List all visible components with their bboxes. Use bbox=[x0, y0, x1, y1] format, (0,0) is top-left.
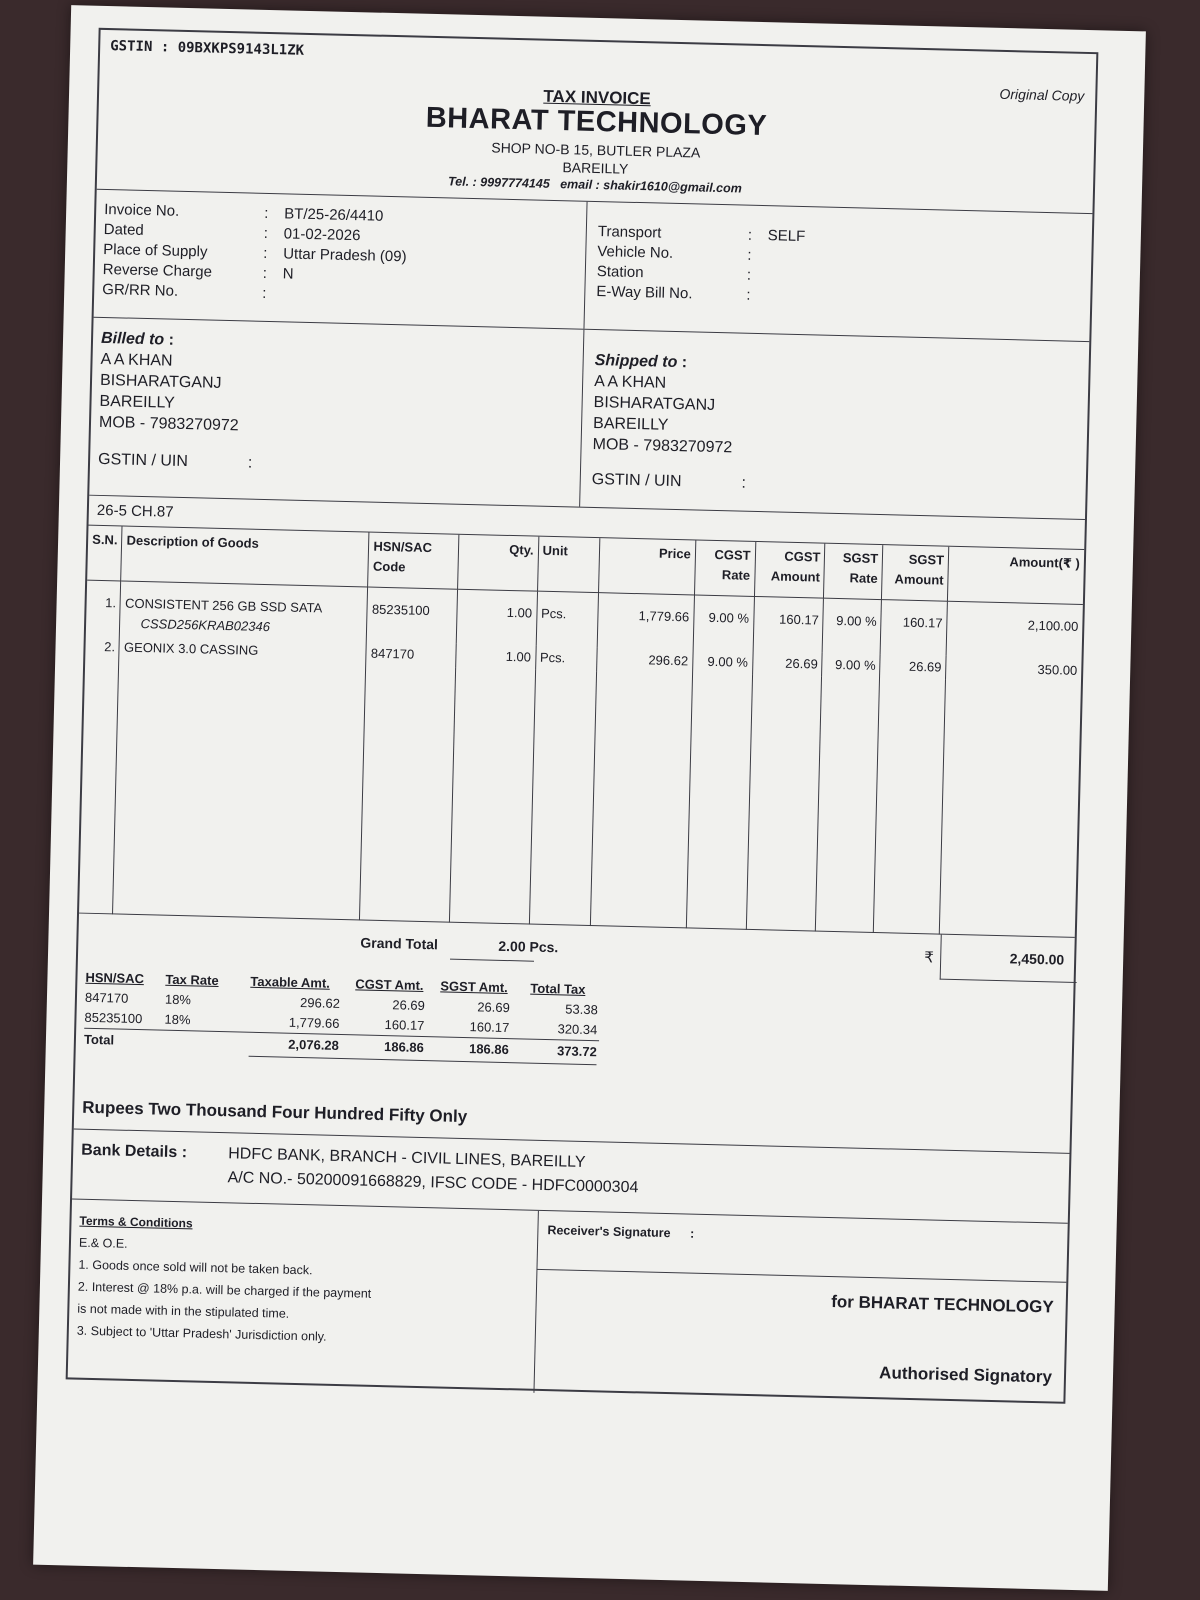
firm-address-line1: SHOP NO-B 15, BUTLER PLAZA bbox=[491, 139, 701, 161]
place-of-supply: Uttar Pradesh (09) bbox=[282, 245, 407, 266]
billed-to: Billed to : A A KHAN BISHARATGANJ BAREILLY MOB - 7983270972 GSTIN / UIN : bbox=[98, 328, 571, 481]
invoice-info-section bbox=[94, 190, 1093, 342]
currency-symbol: ₹ bbox=[923, 949, 934, 967]
party-section bbox=[89, 318, 1089, 520]
tax-summary-table: HSN/SAC Tax Rate Taxable Amt. CGST Amt. SGST Amt. Total Tax 847170 18% 296.62 26.69 26.69 53.38 85235100 18% 1,779.66 160.17 160.17 320.34 Total 2,076.28 186.86 186.86 373.72 bbox=[83, 970, 605, 1073]
copy-label: Original Copy bbox=[999, 85, 1085, 104]
firm-tel: Tel. : 9997774145 bbox=[447, 174, 550, 191]
item-description: GEONIX 3.0 CASSING bbox=[119, 635, 366, 665]
grand-total-label: Grand Total bbox=[360, 934, 439, 953]
terms-signature-row bbox=[68, 1199, 1068, 1405]
shipped-to: Shipped to : A A KHAN BISHARATGANJ BAREILLY MOB - 7983270972 GSTIN / UIN : bbox=[592, 350, 1065, 501]
shipped-to-name: A A KHAN bbox=[593, 372, 667, 392]
invoice-header bbox=[97, 30, 1097, 214]
invoice-frame bbox=[66, 28, 1099, 1404]
amount-in-words: Rupees Two Thousand Four Hundred Fifty Only bbox=[82, 1097, 468, 1127]
receiver-signature-label: Receiver's Signature : bbox=[547, 1223, 695, 1241]
doc-title: TAX INVOICE bbox=[543, 86, 652, 109]
invoice-number: BT/25-26/4410 bbox=[283, 205, 384, 225]
items-header-row: S.N. Description of Goods HSN/SAC Code Qty. Unit Price CGST Rate CGST Amount SGST Rate SGST Amount Amount(₹ ) bbox=[87, 526, 1084, 604]
billed-to-label: Billed to bbox=[100, 329, 165, 349]
for-firm-label: for BHARAT TECHNOLOGY bbox=[830, 1292, 1054, 1317]
invoice-details: Invoice No. : BT/25-26/4410 Dated : 01-02-2026 Place of Supply : Uttar Pradesh (09) Reverse Charge : N GR/RR No. : bbox=[102, 200, 407, 302]
terms-conditions: Terms & Conditions E.& O.E. 1. Goods once sold will not be taken back. 2. Interest @ 18% p.a. will be charged if the payment is not made with in the stipulated time. 3. Subject to 'Uttar Pradesh' Jurisdiction only. bbox=[77, 1210, 530, 1353]
item-description: CONSISTENT 256 GB SSD SATA bbox=[124, 595, 323, 615]
items-table bbox=[79, 526, 1084, 938]
table-row: 1. CONSISTENT 256 GB SSD SATA CSSD256KRAB02346 85235100 1.00 Pcs. 1,779.66 9.00 % 160.17 9.00 % 160.17 2,100.00 bbox=[86, 580, 1083, 659]
transport-value: SELF bbox=[767, 227, 806, 246]
shipped-to-mobile: MOB - 7983270972 bbox=[592, 435, 733, 457]
firm-name: BHARAT TECHNOLOGY bbox=[425, 101, 768, 143]
totals-section bbox=[75, 914, 1075, 1110]
bank-line1: HDFC BANK, BRANCH - CIVIL LINES, BAREILLY bbox=[227, 1145, 586, 1172]
authorised-signatory: Authorised Signatory bbox=[878, 1363, 1053, 1387]
bank-line2: A/C NO.- 50200091668829, IFSC CODE - HDFC0000304 bbox=[227, 1169, 639, 1197]
terms-title: Terms & Conditions bbox=[79, 1213, 193, 1231]
reverse-charge: N bbox=[282, 265, 294, 283]
item-serial: CSSD256KRAB02346 bbox=[140, 615, 271, 634]
invoice-paper bbox=[33, 5, 1146, 1591]
firm-address-line2: BAREILLY bbox=[562, 159, 629, 177]
grand-total-amount: 2,450.00 bbox=[1009, 950, 1065, 968]
items-section bbox=[79, 526, 1084, 938]
seller-gstin: GSTIN : 09BXKPS9143L1ZK bbox=[110, 38, 305, 59]
table-row: 2. GEONIX 3.0 CASSING 847170 1.00 Pcs. 296.62 9.00 % 26.69 9.00 % 26.69 350.00 bbox=[85, 634, 1081, 682]
bank-label: Bank Details : bbox=[81, 1141, 188, 1162]
billed-to-mobile: MOB - 7983270972 bbox=[98, 413, 239, 435]
invoice-date: 01-02-2026 bbox=[283, 225, 361, 245]
firm-email: email : shakir1610@gmail.com bbox=[560, 177, 743, 196]
billed-to-name: A A KHAN bbox=[100, 350, 173, 370]
transport-details: Transport : SELF Vehicle No. : Station : E-Way Bill No. : bbox=[596, 223, 806, 304]
grand-total-qty: 2.00 Pcs. bbox=[498, 937, 559, 956]
shipped-to-label: Shipped to bbox=[594, 351, 678, 372]
reference-text: 26-5 CH.87 bbox=[96, 501, 174, 521]
